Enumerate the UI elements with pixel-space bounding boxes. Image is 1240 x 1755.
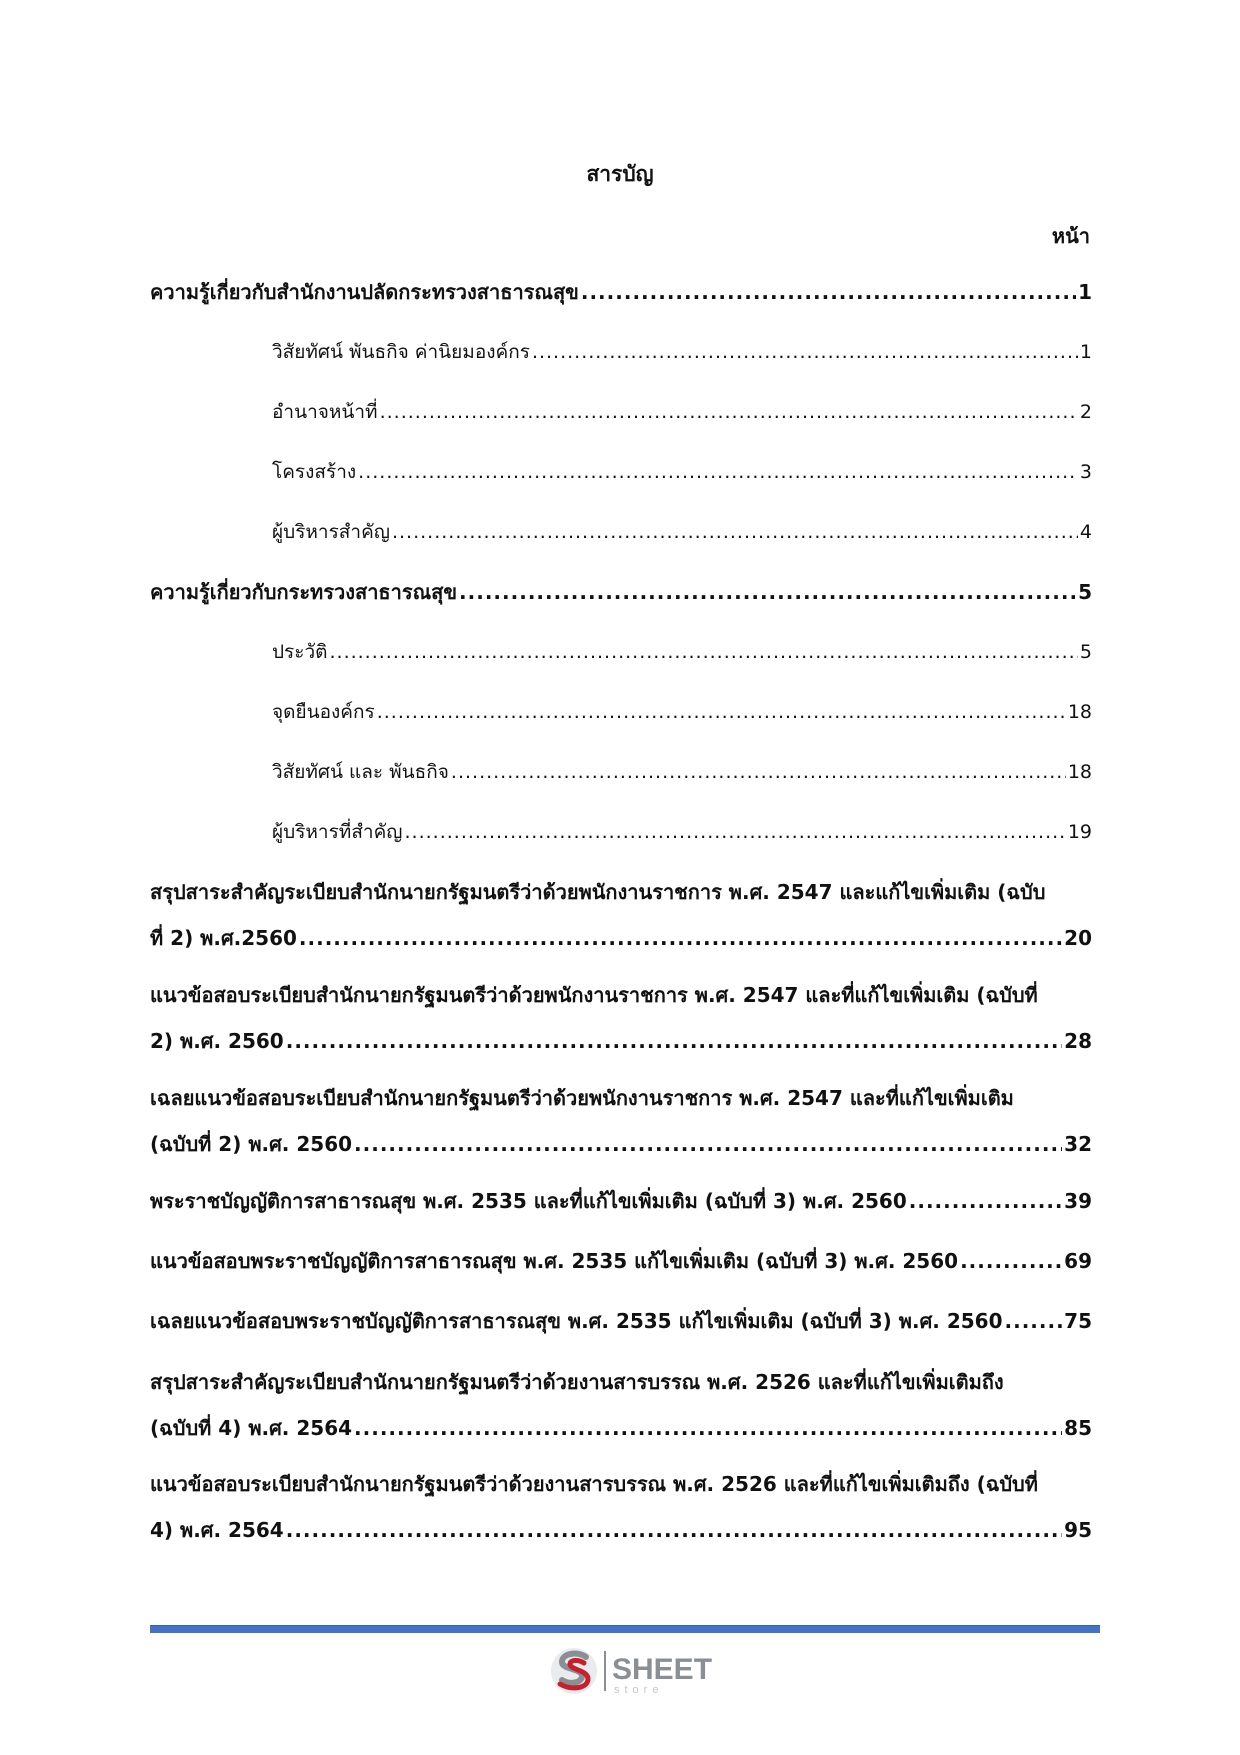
toc-subentry[interactable] bbox=[272, 397, 1092, 427]
toc-page-number: 85 bbox=[1064, 1416, 1092, 1440]
toc-page-number: 4 bbox=[1079, 521, 1092, 543]
toc-entry-title-line: แนวข้อสอบระเบียบสำนักนายกรัฐมนตรีว่าด้วยงานสารบรรณ พ.ศ. 2526 และที่แก้ไขเพิ่มเติมถึง (ฉบับที่ bbox=[150, 1472, 1038, 1496]
dot-leader bbox=[532, 337, 1078, 367]
page-column-header: หน้า bbox=[1051, 224, 1090, 248]
dot-leader bbox=[354, 1129, 1062, 1159]
toc-page-number: 19 bbox=[1067, 821, 1092, 843]
dot-leader bbox=[451, 757, 1066, 787]
toc-subentry[interactable] bbox=[272, 817, 1092, 847]
toc-entry[interactable] bbox=[150, 1083, 1092, 1159]
toc-entry-title: ความรู้เกี่ยวกับกระทรวงสาธารณสุข bbox=[150, 580, 458, 604]
toc-entry-title: อำนาจหน้าที่ bbox=[272, 401, 378, 423]
toc-entry-title: (ฉบับที่ 4) พ.ศ. 2564 bbox=[150, 1416, 353, 1440]
toc-page-number: 3 bbox=[1079, 461, 1092, 483]
toc-entry-title: ผู้บริหารที่สำคัญ bbox=[272, 821, 403, 843]
toc-subentry[interactable] bbox=[272, 637, 1092, 667]
dot-leader bbox=[392, 517, 1078, 547]
toc-entry-title-line: สรุปสาระสำคัญระเบียบสำนักนายกรัฐมนตรีว่าด้วยงานสารบรรณ พ.ศ. 2526 และที่แก้ไขเพิ่มเติมถึง bbox=[150, 1370, 1004, 1394]
toc-page-number: 1 bbox=[1079, 341, 1092, 363]
toc-page-number: 18 bbox=[1067, 701, 1092, 723]
toc-page-number: 39 bbox=[1064, 1189, 1092, 1213]
toc-page-number: 75 bbox=[1064, 1309, 1092, 1333]
dot-leader bbox=[299, 923, 1062, 953]
toc-subentry[interactable] bbox=[272, 757, 1092, 787]
dot-leader bbox=[377, 697, 1066, 727]
dot-leader bbox=[405, 817, 1066, 847]
toc-entry-title: จุดยืนองค์กร bbox=[272, 701, 375, 723]
toc-page-number: 5 bbox=[1079, 641, 1092, 663]
toc-page-number: 1 bbox=[1078, 280, 1092, 304]
dot-leader bbox=[960, 1246, 1062, 1276]
toc-entry-title-line: เฉลยแนวข้อสอบระเบียบสำนักนายกรัฐมนตรีว่าด้วยพนักงานราชการ พ.ศ. 2547 และที่แก้ไขเพิ่มเติม bbox=[150, 1086, 1014, 1110]
page-title: สารบัญ bbox=[586, 162, 654, 186]
toc-page-number: 20 bbox=[1064, 926, 1092, 950]
toc-entry[interactable] bbox=[150, 980, 1092, 1056]
toc-entry-title: 4) พ.ศ. 2564 bbox=[150, 1518, 284, 1542]
footer-rule bbox=[150, 1625, 1100, 1633]
toc-page-number: 32 bbox=[1064, 1132, 1092, 1156]
toc-entry-title: เฉลยแนวข้อสอบพระราชบัญญัติการสาธารณสุข พ.ศ. 2535 แก้ไขเพิ่มเติม (ฉบับที่ 3) พ.ศ. 2560 bbox=[150, 1309, 1003, 1333]
toc-page-number: 2 bbox=[1079, 401, 1092, 423]
dot-leader bbox=[1005, 1306, 1063, 1336]
dot-leader bbox=[286, 1515, 1062, 1545]
toc-entry-title: ผู้บริหารสำคัญ bbox=[272, 521, 390, 543]
toc-page-number: 5 bbox=[1078, 580, 1092, 604]
toc-entry-title: ความรู้เกี่ยวกับสำนักงานปลัดกระทรวงสาธารณสุข bbox=[150, 280, 579, 304]
dot-leader bbox=[581, 277, 1076, 307]
toc-entry-title: แนวข้อสอบพระราชบัญญัติการสาธารณสุข พ.ศ. 2535 แก้ไขเพิ่มเติม (ฉบับที่ 3) พ.ศ. 2560 bbox=[150, 1249, 959, 1273]
toc-entry[interactable] bbox=[150, 1306, 1092, 1336]
toc-entry[interactable] bbox=[150, 1367, 1092, 1443]
toc-entry-title: 2) พ.ศ. 2560 bbox=[150, 1029, 284, 1053]
toc-subentry[interactable] bbox=[272, 697, 1092, 727]
toc-entry-title-line: สรุปสาระสำคัญระเบียบสำนักนายกรัฐมนตรีว่าด้วยพนักงานราชการ พ.ศ. 2547 และแก้ไขเพิ่มเติม (ฉบับ bbox=[150, 880, 1046, 904]
dot-leader bbox=[354, 1413, 1062, 1443]
toc-entry-title: (ฉบับที่ 2) พ.ศ. 2560 bbox=[150, 1132, 353, 1156]
toc-page-number: 18 bbox=[1067, 761, 1092, 783]
logo-subword: store bbox=[614, 1684, 664, 1696]
toc-entry[interactable] bbox=[150, 577, 1092, 607]
dot-leader bbox=[329, 637, 1077, 667]
logo-word: SHEET bbox=[612, 1653, 713, 1686]
toc-entry-title: วิสัยทัศน์ และ พันธกิจ bbox=[272, 761, 449, 783]
toc-entry-title: พระราชบัญญัติการสาธารณสุข พ.ศ. 2535 และที่แก้ไขเพิ่มเติม (ฉบับที่ 3) พ.ศ. 2560 bbox=[150, 1189, 907, 1213]
toc-entry-title: โครงสร้าง bbox=[272, 461, 357, 483]
dot-leader bbox=[286, 1026, 1062, 1056]
toc-subentry[interactable] bbox=[272, 517, 1092, 547]
dot-leader bbox=[380, 397, 1078, 427]
toc-entry-title-line: แนวข้อสอบระเบียบสำนักนายกรัฐมนตรีว่าด้วยพนักงานราชการ พ.ศ. 2547 และที่แก้ไขเพิ่มเติม (ฉบับที่ bbox=[150, 983, 1038, 1007]
toc-entry[interactable] bbox=[150, 277, 1092, 307]
toc-entry[interactable] bbox=[150, 877, 1092, 953]
dot-leader bbox=[909, 1186, 1062, 1216]
toc-entry-title: ประวัติ bbox=[272, 641, 328, 663]
sheet-store-logo bbox=[548, 1643, 728, 1699]
toc-page-number: 28 bbox=[1064, 1029, 1092, 1053]
toc-page-number: 95 bbox=[1064, 1518, 1092, 1542]
dot-leader bbox=[459, 577, 1076, 607]
toc-subentry[interactable] bbox=[272, 337, 1092, 367]
toc-subentry[interactable] bbox=[272, 457, 1092, 487]
logo-graphic bbox=[548, 1643, 728, 1699]
toc-entry[interactable] bbox=[150, 1469, 1092, 1545]
toc-entry-title: วิสัยทัศน์ พันธกิจ ค่านิยมองค์กร bbox=[272, 341, 530, 363]
toc-entry-title: ที่ 2) พ.ศ.2560 bbox=[150, 926, 297, 950]
toc-entry[interactable] bbox=[150, 1246, 1092, 1276]
toc-entry[interactable] bbox=[150, 1186, 1092, 1216]
dot-leader bbox=[358, 457, 1078, 487]
toc-page-number: 69 bbox=[1064, 1249, 1092, 1273]
